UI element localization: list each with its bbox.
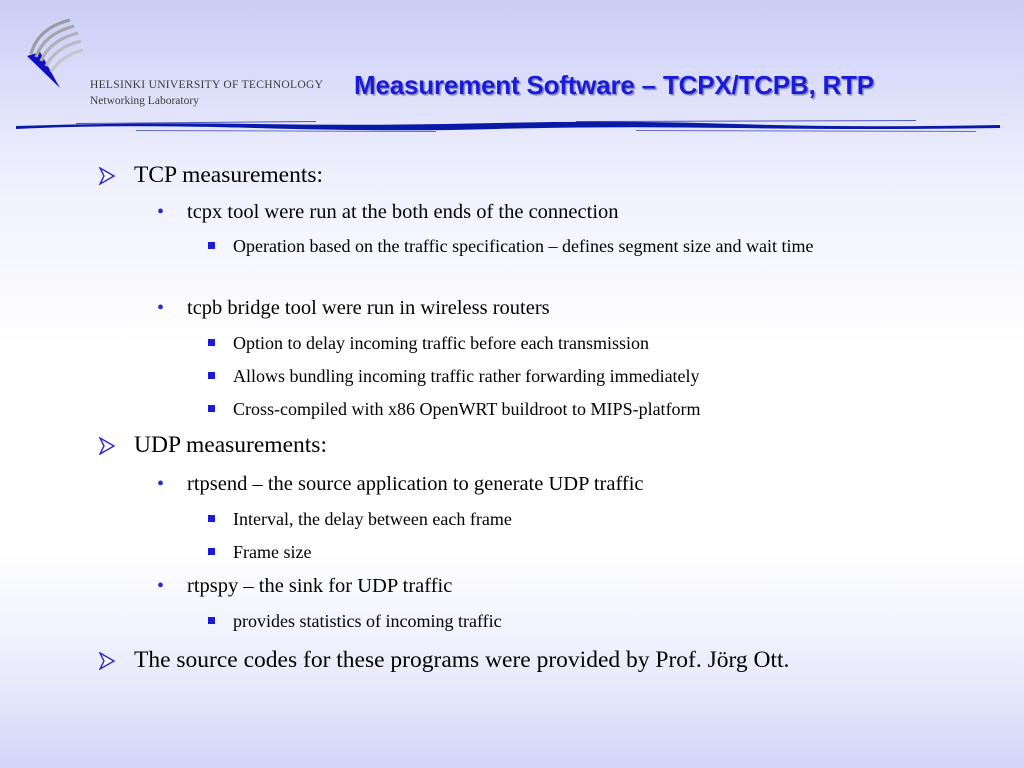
- bullet-text: UDP measurements:: [134, 432, 327, 458]
- square-bullet-icon: [208, 339, 215, 346]
- arrowhead-bullet-icon: [98, 167, 116, 185]
- university-name: HELSINKI UNIVERSITY OF TECHNOLOGY: [90, 79, 324, 91]
- bullet-text: Allows bundling incoming traffic rather forwarding immediately: [233, 366, 700, 386]
- square-bullet-icon: [208, 405, 215, 412]
- bullet-tcpx-detail: [208, 233, 938, 260]
- bullet-text: TCP measurements:: [134, 162, 324, 188]
- bullet-text: Option to delay incoming traffic before each transmission: [233, 333, 650, 353]
- dot-bullet-icon: •: [157, 297, 165, 319]
- bullet-text: provides statistics of incoming traffic: [233, 611, 502, 631]
- bullet-tcpb-crosscompile: [208, 396, 938, 423]
- bullet-rtpsend-framesize: [208, 539, 938, 566]
- bullet-text: rtpspy – the sink for UDP traffic: [187, 575, 453, 597]
- arrowhead-bullet-icon: [98, 437, 116, 455]
- bullet-rtpspy-stats: [208, 608, 938, 635]
- dot-bullet-icon: •: [157, 575, 165, 597]
- bullet-text: rtpsend – the source application to generate UDP traffic: [187, 473, 644, 495]
- bullet-tcpb-bundling: [208, 363, 938, 390]
- arrowhead-bullet-icon: [98, 652, 116, 670]
- bullet-text: Frame size: [233, 542, 312, 562]
- bullet-text: tcpx tool were run at the both ends of the connection: [187, 201, 619, 223]
- bullet-text: Interval, the delay between each frame: [233, 509, 512, 529]
- bullet-tcpb-delay: [208, 330, 938, 357]
- square-bullet-icon: [208, 548, 215, 555]
- bullet-text: The source codes for these programs were provided by Prof. Jörg Ott.: [134, 647, 790, 673]
- dot-bullet-icon: •: [157, 201, 165, 223]
- bullet-rtpsend-interval: [208, 506, 938, 533]
- square-bullet-icon: [208, 515, 215, 522]
- square-bullet-icon: [208, 242, 215, 249]
- dot-bullet-icon: •: [157, 473, 165, 495]
- lab-name: Networking Laboratory: [90, 95, 199, 107]
- bullet-text: Cross-compiled with x86 OpenWRT buildroot to MIPS-platform: [233, 399, 701, 419]
- square-bullet-icon: [208, 372, 215, 379]
- bullet-text: Operation based on the traffic specification – defines segment size and wait time: [233, 236, 814, 256]
- slide-title: Measurement Software – TCPX/TCPB, RTP: [354, 70, 874, 100]
- bullet-text: tcpb bridge tool were run in wireless routers: [187, 297, 550, 319]
- square-bullet-icon: [208, 617, 215, 624]
